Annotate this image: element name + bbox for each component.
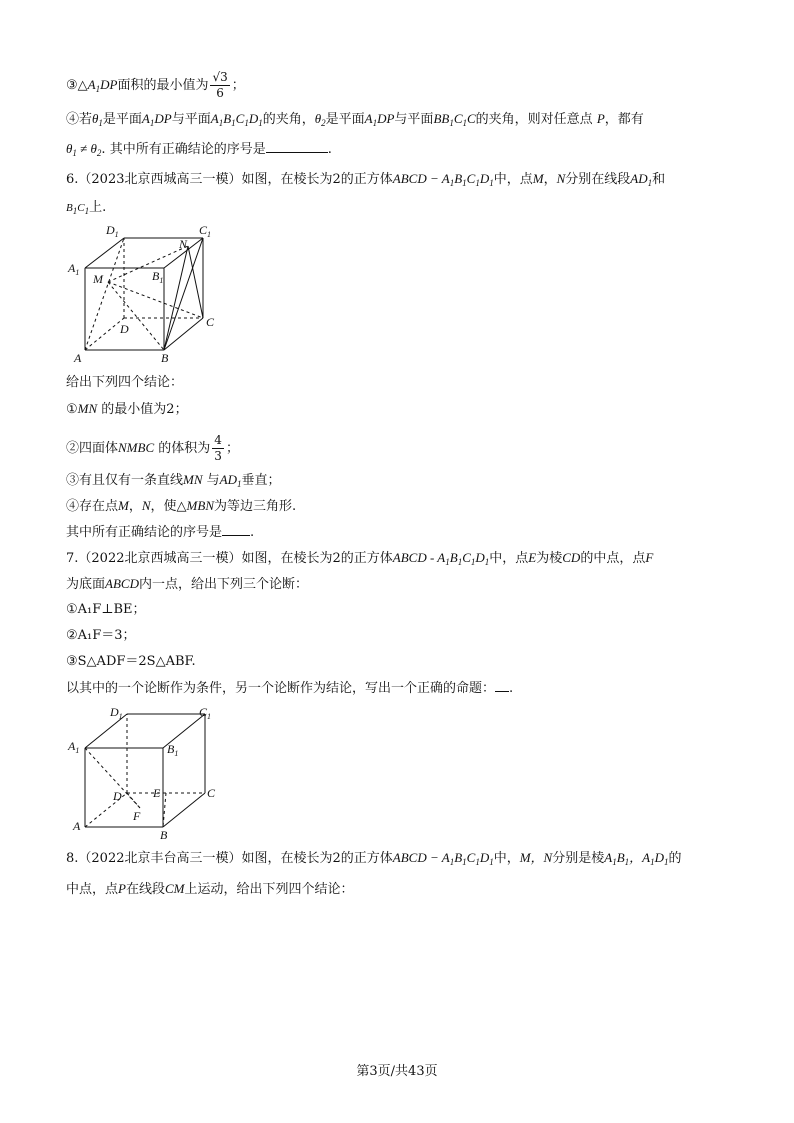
q5-item3: $③\triangle A_1DP$面积的最小值为 $\frac{√3}{6}$ ； xyxy=(66,70,245,100)
q6-statement-1: ①MN 的最小值为2； xyxy=(66,401,188,417)
segment-MC xyxy=(108,282,203,318)
q7-cube-figure xyxy=(60,700,230,845)
label-C: C xyxy=(206,315,215,329)
edge-A1D1 xyxy=(85,238,124,268)
label-D1: $D_1$ xyxy=(106,223,119,239)
label-D: D xyxy=(113,789,122,803)
q7-intro: 7.（2022北京西城高三一模）如图，在棱长为2的正方体ABCD - $A_1B_1C_1D_1$中，点E为棱CD的中点，点F xyxy=(66,550,654,567)
page-footer: 第3页/共43页 xyxy=(356,1064,438,1079)
q7-judgment-1: ①A₁F⊥BE； xyxy=(66,602,146,617)
segment-MB xyxy=(108,282,164,350)
q7-judgment-3: ③S△ADF＝2S△ABF. xyxy=(66,654,196,669)
fraction-sqrt3-over-6: $\frac{√3}{6}$ xyxy=(212,70,228,100)
q7-judgment-2: ②A₁F＝3； xyxy=(66,628,136,643)
edge-BC xyxy=(163,793,205,827)
q8-intro-line2: 中点，点P在线段CM上运动，给出下列四个结论： xyxy=(66,881,354,897)
q6-statement-4: ④存在点M，N，使△MBN为等边三角形. xyxy=(66,498,297,514)
label-F: F xyxy=(133,809,141,823)
q5-item4: ④若$\theta_1$是平面$A_1DP$与平面$A_1B_1C_1D_1$的夹角，$\theta_2$是平面$A_1DP$与平面$BB_1C_1C$的夹角，则对任意点 P，都有 xyxy=(66,111,644,128)
q7-ask: 以其中的一个论断作为条件，另一个论断作为结论，写出一个正确的命题： . xyxy=(66,681,514,696)
label-C1: $C_1$ xyxy=(199,705,212,721)
label-N: N xyxy=(179,237,188,251)
q5-item4-line2: $\theta_1 \ne \theta_2$. 其中所有正确结论的序号是 . xyxy=(66,141,332,158)
label-B1: $B_1$ xyxy=(167,742,179,758)
q6-statement-3: ③有且仅有一条直线MN 与$AD_1$垂直； xyxy=(66,472,281,489)
label-A1: $A_1$ xyxy=(68,739,80,755)
segment-NB xyxy=(164,246,188,350)
label-B: B xyxy=(161,351,169,365)
edge-AD xyxy=(85,318,124,350)
q6-lead: 给出下列四个结论： xyxy=(66,375,184,390)
label-C1: $C_1$ xyxy=(199,223,212,239)
q6-intro: 6.（2023北京西城高三一模）如图，在棱长为2的正方体ABCD − $A_1B_1C_1D_1$中，点M，N分别在线段$AD_1$和 xyxy=(66,171,666,188)
label-B: B xyxy=(160,828,168,842)
q8-intro: 8.（2022北京丰台高三一模）如图，在棱长为2的正方体ABCD − $A_1B_1C_1D_1$中，M，N分别是棱$A_1B_1$，$A_1D_1$的 xyxy=(66,850,682,867)
q6-intro-line2: $B_1C_1$上. xyxy=(66,200,107,216)
segment-AD1 xyxy=(85,238,124,350)
label-M: M xyxy=(93,272,103,286)
fraction-4-over-3: $\frac{4}{3}$ xyxy=(214,433,222,463)
label-D1: $D_1$ xyxy=(110,705,123,721)
label-A1: $A_1$ xyxy=(68,261,80,277)
q7-intro-line2: 为底面ABCD内一点，给出下列三个论断： xyxy=(66,576,308,592)
label-B1: $B_1$ xyxy=(152,269,164,285)
segment-C1B xyxy=(164,238,203,350)
label-E: E xyxy=(153,786,161,800)
label-C: C xyxy=(207,786,216,800)
q6-statement-2: ②四面体NMBC 的体积为 $\frac{4}{3}$ ； xyxy=(66,433,239,463)
segment-MN xyxy=(108,246,188,282)
q6-cube-figure xyxy=(60,220,230,370)
label-D: D xyxy=(120,322,129,336)
label-A: A xyxy=(74,351,82,365)
segment-NC xyxy=(188,246,203,318)
label-A: A xyxy=(73,819,81,833)
q6-ask: 其中所有正确结论的序号是 . xyxy=(66,525,255,540)
